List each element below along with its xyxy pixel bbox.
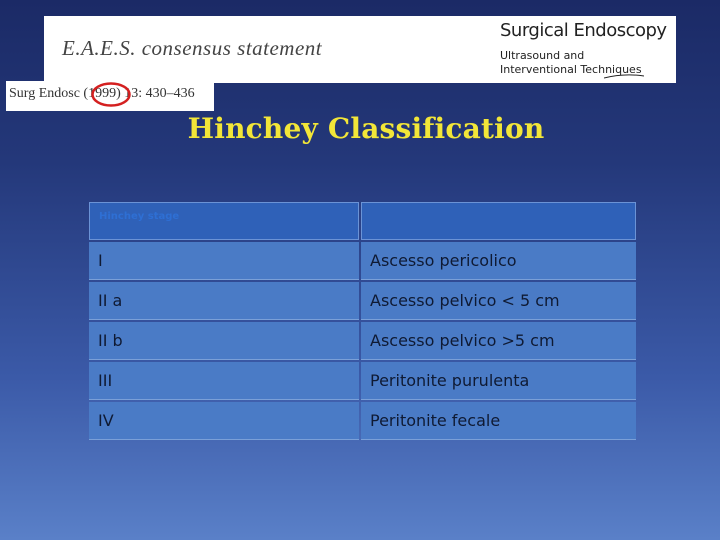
description-cell: Ascesso pelvico >5 cm [361, 322, 636, 360]
citation-suffix: 13: 430–436 [124, 86, 195, 101]
year-highlight-circle [91, 82, 131, 107]
stage-cell: II a [89, 282, 359, 320]
description-cell: Ascesso pericolico [361, 242, 636, 280]
table-header-row [89, 202, 636, 240]
citation-prefix: Surg Endosc [9, 86, 80, 101]
table-header-description [361, 202, 636, 240]
citation-box [6, 81, 214, 111]
journal-subtitle-line2: Interventional Techniques [500, 63, 642, 76]
journal-swoosh-icon [604, 72, 644, 80]
citation-year: (1999) [83, 86, 121, 101]
slide-title: Hinchey Classification [187, 112, 545, 145]
hinchey-table [89, 202, 636, 442]
table-row [89, 362, 636, 400]
table-row [89, 402, 636, 440]
description-cell: Ascesso pelvico < 5 cm [361, 282, 636, 320]
stage-cell: III [89, 362, 359, 400]
journal-subtitle-line1: Ultrasound and [500, 49, 585, 62]
description-cell: Peritonite fecale [361, 402, 636, 440]
stage-cell: IV [89, 402, 359, 440]
description-cell: Peritonite purulenta [361, 362, 636, 400]
statement-title: E.A.E.S. consensus statement [62, 36, 323, 60]
journal-logo [500, 20, 676, 80]
journal-name: Surgical Endoscopy [500, 20, 667, 41]
eaes-header-banner [44, 16, 676, 83]
table-row [89, 322, 636, 360]
table-header-stage: Hinchey stage [89, 202, 359, 240]
table-row [89, 282, 636, 320]
table-row [89, 242, 636, 280]
stage-cell: I [89, 242, 359, 280]
stage-cell: II b [89, 322, 359, 360]
